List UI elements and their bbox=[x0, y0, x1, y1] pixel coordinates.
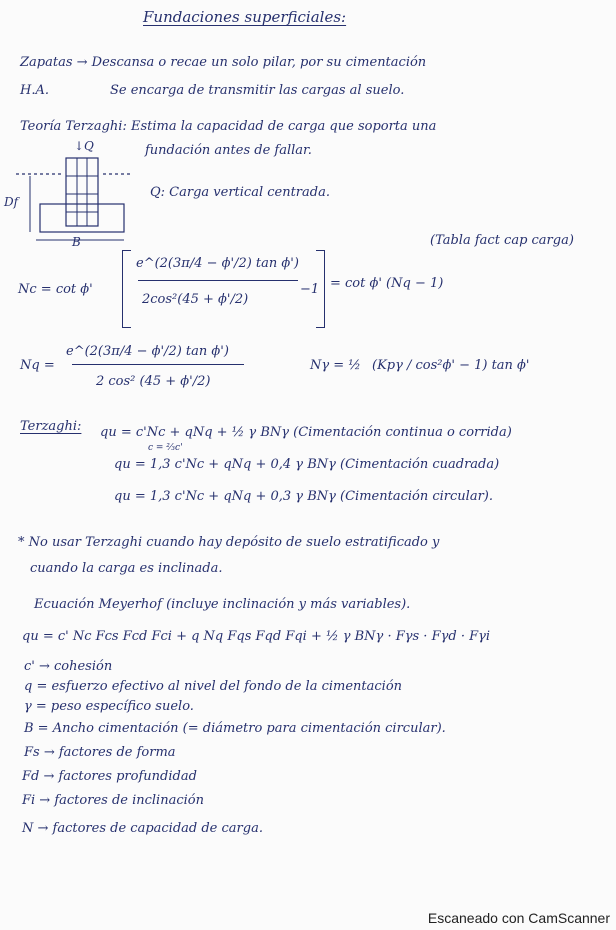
nc-left-bracket bbox=[122, 250, 131, 328]
load-label: ↓Q bbox=[74, 139, 94, 153]
terzaghi-eq-continuous: qu = c'Nc + qNq + ½ γ BNγ (Cimentación continua o corrida) bbox=[100, 425, 512, 440]
page-title: Fundaciones superficiales: bbox=[143, 8, 347, 26]
terzaghi-label: Terzaghi: bbox=[20, 419, 82, 434]
q-definition: Q: Carga vertical centrada. bbox=[150, 185, 330, 200]
meyerhof-equation: qu = c' Nc Fcs Fcd Fci + q Nq Fqs Fqd Fqi + ½ γ BNγ · Fγs · Fγd · Fγi bbox=[22, 629, 491, 644]
nq-numerator: e^(2(3π/4 − ϕ'/2) tan ϕ') bbox=[66, 344, 229, 359]
def-depth-factors: Fd → factores profundidad bbox=[22, 769, 197, 784]
def-capacity-factors: N → factores de capacidad de carga. bbox=[22, 821, 263, 836]
nc-fraction-bar bbox=[138, 280, 298, 281]
depth-label: Df bbox=[4, 195, 19, 209]
terzaghi-intro-line-2: fundación antes de fallar. bbox=[145, 143, 312, 158]
def-unit-weight: γ = peso específico suelo. bbox=[24, 699, 194, 714]
terzaghi-eq-circular: qu = 1,3 c'Nc + qNq + 0,3 γ BNγ (Cimentación circular). bbox=[114, 489, 493, 504]
nq-lhs: Nq = bbox=[20, 358, 55, 373]
nc-numerator: e^(2(3π/4 − ϕ'/2) tan ϕ') bbox=[136, 256, 299, 271]
zapatas-line-2-label: H.A. bbox=[20, 83, 49, 98]
zapatas-line-2: Se encarga de transmitir las cargas al suelo. bbox=[110, 83, 405, 98]
terzaghi-eq-note: c = ⅔c' bbox=[148, 443, 183, 453]
def-effective-stress: q = esfuerzo efectivo al nivel del fondo de la cimentación bbox=[24, 679, 403, 694]
nq-fraction-bar bbox=[72, 364, 244, 365]
warning-line-2: cuando la carga es inclinada. bbox=[30, 561, 223, 576]
nc-rhs: = cot ϕ' (Nq − 1) bbox=[330, 276, 444, 291]
terzaghi-intro-line-1: Teoría Terzaghi: Estima la capacidad de carga que soporta una bbox=[20, 119, 437, 134]
def-width: B = Ancho cimentación (= diámetro para cimentación circular). bbox=[24, 721, 446, 736]
nc-minus-one: −1 bbox=[300, 282, 320, 297]
nc-denominator: 2cos²(45 + ϕ'/2) bbox=[142, 292, 249, 307]
def-shape-factors: Fs → factores de forma bbox=[24, 745, 176, 760]
def-cohesion: c' → cohesión bbox=[24, 659, 113, 674]
scanner-watermark: Escaneado con CamScanner bbox=[427, 910, 610, 926]
table-note: (Tabla fact cap carga) bbox=[430, 233, 574, 248]
nc-right-bracket bbox=[316, 250, 325, 328]
meyerhof-title: Ecuación Meyerhof (incluye inclinación y más variables). bbox=[34, 597, 411, 612]
nc-lhs: Nc = cot ϕ' bbox=[18, 282, 93, 297]
width-label: B bbox=[72, 235, 81, 249]
zapatas-line-1: Zapatas → Descansa o recae un solo pilar, por su cimentación bbox=[20, 55, 427, 70]
def-inclination-factors: Fi → factores de inclinación bbox=[22, 793, 204, 808]
ny-lhs: Nγ = ½ bbox=[310, 358, 361, 373]
nq-denominator: 2 cos² (45 + ϕ'/2) bbox=[96, 374, 211, 389]
terzaghi-eq-square: qu = 1,3 c'Nc + qNq + 0,4 γ BNγ (Cimentación cuadrada) bbox=[114, 457, 500, 472]
ny-body: (Kpγ / cos²ϕ' − 1) tan ϕ' bbox=[372, 358, 530, 373]
warning-line-1: * No usar Terzaghi cuando hay depósito de suelo estratificado y bbox=[18, 535, 440, 550]
